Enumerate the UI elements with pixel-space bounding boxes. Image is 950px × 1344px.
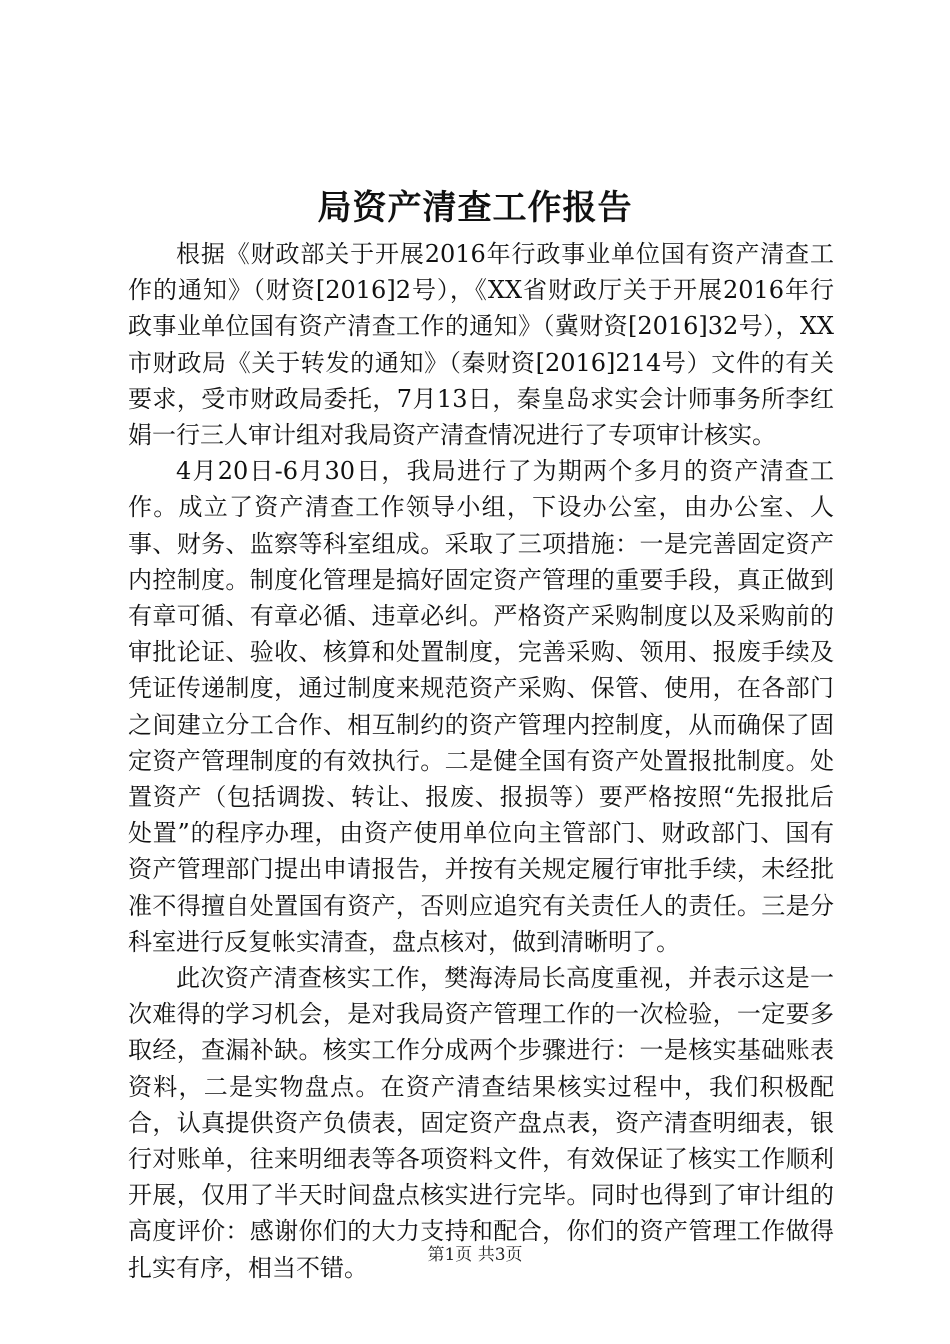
document-title: 局资产清查工作报告 <box>317 188 633 228</box>
paragraph-1: 根据《财政部关于开展2016年行政事业单位国有资产清查工作的通知》（财资[2016]2号），《XX省财政厅关于开展2016年行政事业单位国有资产清查工作的通知》（冀财资[2016]32号），XX市财政局《关于转发的通知》（秦财资[2016]214号）文件的有关要求，受市财政局委托，7月13日，秦皇岛求实会计师事务所李红娟一行三人审计组对我局资产清查情况进行了专项审计核实。 <box>128 240 834 450</box>
paragraph-3: 此次资产清查核实工作，樊海涛局长高度重视，并表示这是一次难得的学习机会，是对我局资产管理工作的一次检验，一定要多取经，查漏补缺。核实工作分成两个步骤进行：一是核实基础账表资料，二是实物盘点。在资产清查结果核实过程中，我们积极配合，认真提供资产负债表，固定资产盘点表，资产清查明细表，银行对账单，往来明细表等各项资料文件，有效保证了核实工作顺利开展，仅用了半天时间盘点核实进行完毕。同时也得到了审计组的高度评价：感谢你们的大力支持和配合，你们的资产管理工作做得扎实有序，相当不错。 <box>128 964 834 1282</box>
paragraph-2: 4月20日-6月30日，我局进行了为期两个多月的资产清查工作。成立了资产清查工作领导小组，下设办公室，由办公室、人事、财务、监察等科室组成。采取了三项措施：一是完善固定资产内控制度。制度化管理是搞好固定资产管理的重要手段，真正做到有章可循、有章必循、违章必纠。严格资产采购制度以及采购前的审批论证、验收、核算和处置制度，完善采购、领用、报废手续及凭证传递制度，通过制度来规范资产采购、保管、使用，在各部门之间建立分工合作、相互制约的资产管理内控制度，从而确保了固定资产管理制度的有效执行。二是健全国有资产处置报批制度。处置资产（包括调拨、转让、报废、报损等）要严格按照“先报批后处置”的程序办理，由资产使用单位向主管部门、财政部门、国有资产管理部门提出申请报告，并按有关规定履行审批手续，未经批准不得擅自处置国有资产，否则应追究有关责任人的责任。三是分科室进行反复帐实清查，盘点核对，做到清晰明了。 <box>128 457 834 956</box>
page-number-footer: 第1页 共3页 <box>427 1245 523 1265</box>
document-body <box>128 236 834 1286</box>
